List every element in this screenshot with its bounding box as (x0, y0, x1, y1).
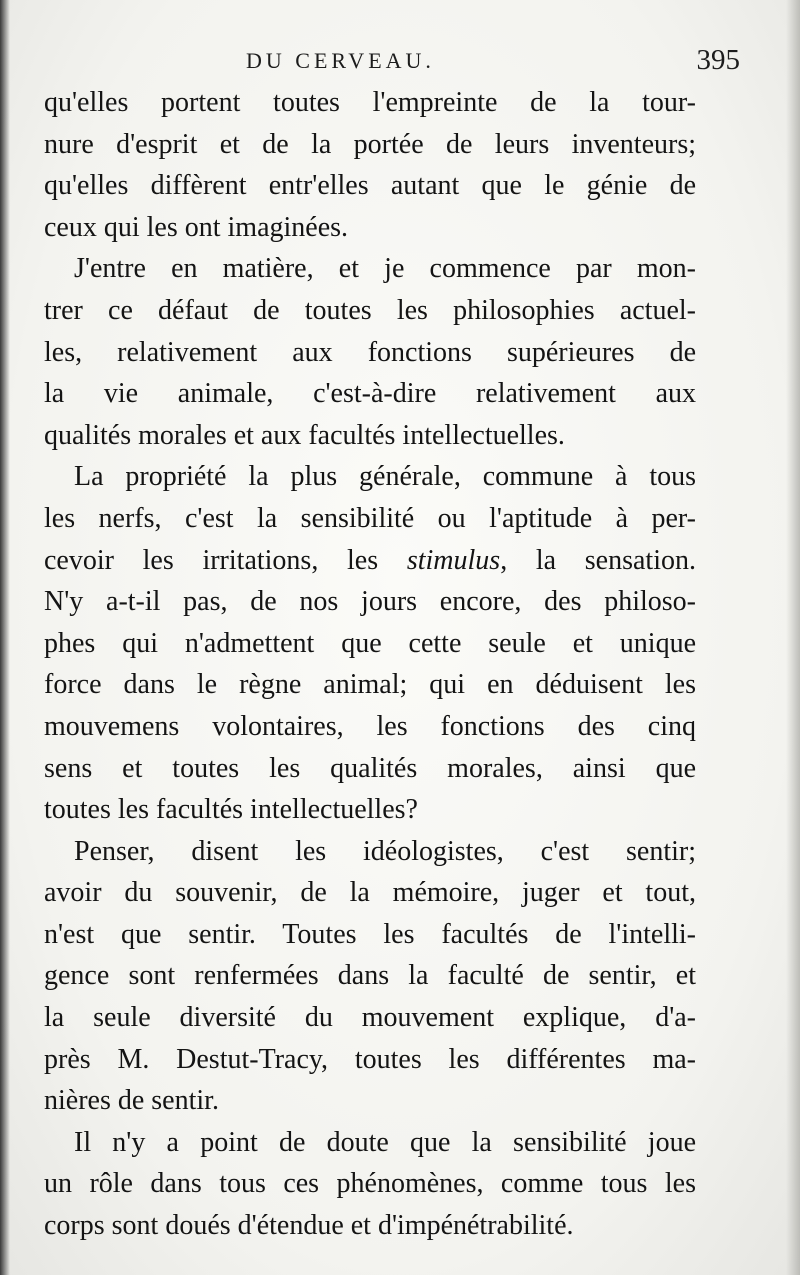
page-edge (786, 0, 800, 1275)
paragraph-first-line: Penser, disent les idéologistes, c'est sentir; (74, 835, 696, 867)
running-head: DU CERVEAU. (246, 48, 435, 73)
text-line: nières de sentir. (44, 1085, 219, 1117)
italic-term: stimulus (406, 544, 501, 576)
text-line: les, relativement aux fonctions supérieures de (44, 336, 696, 368)
text-line: trer ce défaut de toutes les philosophies actuel- (44, 294, 696, 326)
page-header (40, 44, 740, 84)
text-segment: , la sensation. (500, 544, 696, 576)
paragraph-first-line: J'entre en matière, et je commence par mon- (74, 253, 696, 285)
paragraph-first-line: Il n'y a point de doute que la sensibilité joue (74, 1126, 696, 1158)
text-segment: cevoir les irritations, les (44, 544, 379, 576)
text-line: phes qui n'admettent que cette seule et unique (44, 627, 696, 659)
page-body (44, 82, 696, 1247)
binding-shadow (0, 0, 10, 1275)
page-number: 395 (696, 44, 740, 76)
text-line: N'y a-t-il pas, de nos jours encore, des philoso- (44, 586, 696, 618)
text-line: un rôle dans tous ces phénomènes, comme tous les (44, 1168, 696, 1200)
text-line: les nerfs, c'est la sensibilité ou l'aptitude à per- (44, 502, 696, 534)
text-line: toutes les facultés intellectuelles? (44, 794, 418, 826)
text-line: nure d'esprit et de la portée de leurs inventeurs; (44, 128, 696, 160)
text-line: qualités morales et aux facultés intellectuelles. (44, 419, 565, 451)
text-line: corps sont doués d'étendue et d'impénétrabilité. (44, 1210, 574, 1242)
text-line: qu'elles portent toutes l'empreinte de la tour- (44, 87, 696, 118)
text-line: qu'elles diffèrent entr'elles autant que le génie de (44, 170, 696, 202)
text-line: ceux qui les ont imaginées. (44, 211, 349, 243)
text-line (44, 540, 696, 582)
text-line: près M. Destut-Tracy, toutes les différentes ma- (44, 1043, 696, 1075)
paragraph-first-line: La propriété la plus générale, commune à tous (74, 461, 696, 493)
text-line: force dans le règne animal; qui en déduisent les (44, 669, 696, 701)
text-line: n'est que sentir. Toutes les facultés de l'intelli- (44, 918, 696, 950)
text-line: la seule diversité du mouvement explique, d'a- (44, 1002, 696, 1034)
text-line: gence sont renfermées dans la faculté de sentir, et (44, 960, 696, 992)
text-line: avoir du souvenir, de la mémoire, juger et tout, (44, 877, 696, 909)
text-line: sens et toutes les qualités morales, ainsi que (44, 752, 696, 784)
text-line: la vie animale, c'est-à-dire relativement aux (44, 378, 696, 410)
text-line: mouvemens volontaires, les fonctions des cinq (44, 710, 696, 742)
